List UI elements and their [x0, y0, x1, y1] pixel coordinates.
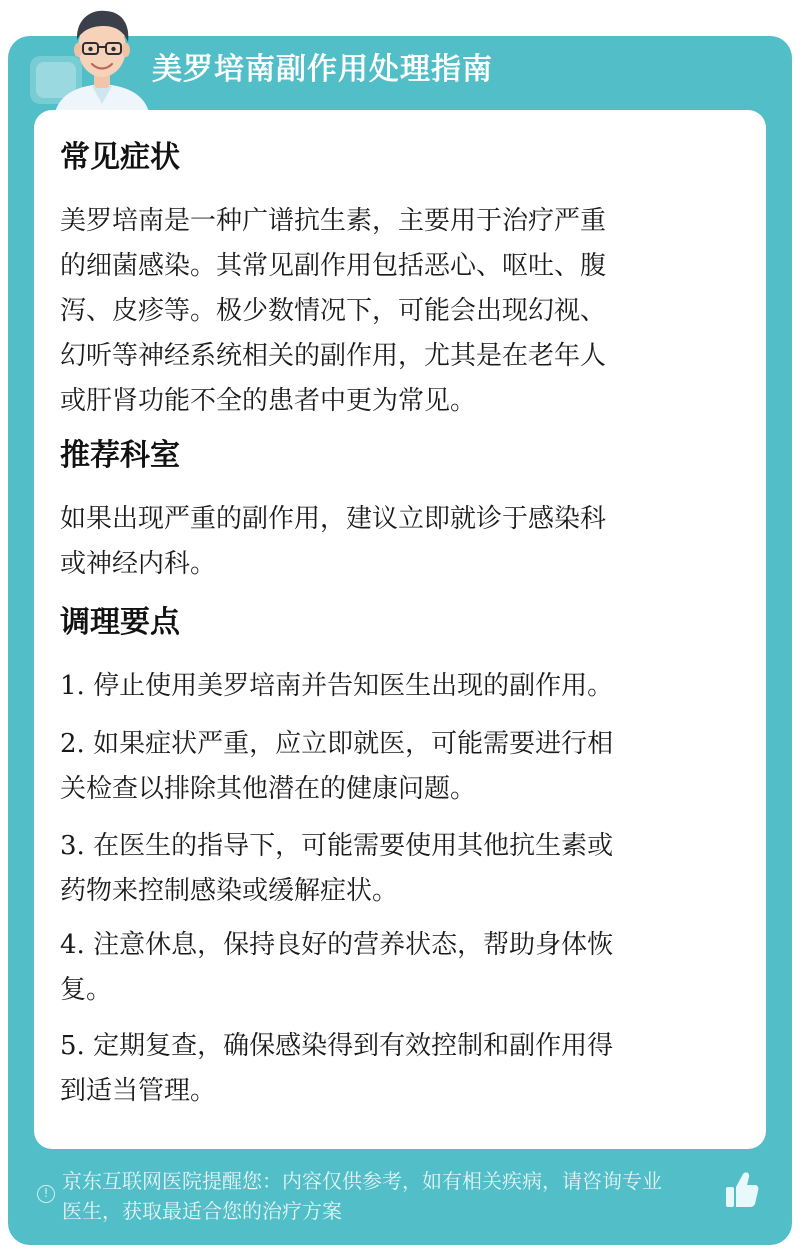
text-line	[60, 824, 728, 869]
item-number: 3.	[60, 831, 85, 861]
doctor-avatar-icon	[48, 0, 156, 116]
item-text: 定期复查，确保感染得到有效控制和副作用得	[93, 1031, 614, 1061]
info-icon: !	[37, 1185, 55, 1203]
item-text: 在医生的指导下，可能需要使用其他抗生素或	[93, 831, 614, 861]
item-text: 如果症状严重，应立即就医，可能需要进行相	[93, 729, 614, 759]
text-line	[60, 722, 728, 767]
text-line: 幻听等神经系统相关的副作用，尤其是在老年人	[60, 341, 607, 371]
department-paragraph	[60, 497, 728, 587]
disclaimer-line: 医生，获取最适合您的治疗方案	[62, 1199, 342, 1223]
text-line: 或神经内科。	[60, 549, 217, 579]
disclaimer-line: 京东互联网医院提醒您：内容仅供参考，如有相关疾病，请咨询专业	[62, 1169, 662, 1193]
page-title: 美罗培南副作用处理指南	[152, 52, 493, 87]
care-list-item	[60, 923, 728, 1013]
text-line: 到适当管理。	[60, 1076, 217, 1106]
thumbs-up-icon[interactable]	[724, 1170, 760, 1210]
text-line	[60, 923, 728, 968]
text-line	[60, 1024, 728, 1069]
content-card	[34, 110, 766, 1149]
item-text: 注意休息，保持良好的营养状态，帮助身体恢	[93, 930, 614, 960]
disclaimer-text	[62, 1166, 732, 1226]
text-line: 美罗培南是一种广谱抗生素，主要用于治疗严重	[60, 206, 607, 236]
item-number: 1.	[60, 671, 85, 701]
text-line: 如果出现严重的副作用，建议立即就诊于感染科	[60, 504, 607, 534]
text-line: 关检查以排除其他潜在的健康问题。	[60, 774, 477, 804]
symptoms-paragraph	[60, 199, 728, 424]
item-number: 5.	[60, 1031, 85, 1061]
text-line	[60, 664, 728, 709]
item-text: 停止使用美罗培南并告知医生出现的副作用。	[93, 671, 614, 701]
text-line: 泻、皮疹等。极少数情况下，可能会出现幻视、	[60, 296, 607, 326]
item-number: 4.	[60, 930, 85, 960]
item-number: 2.	[60, 729, 85, 759]
section-title-department: 推荐科室	[60, 438, 180, 473]
text-line: 或肝肾功能不全的患者中更为常见。	[60, 386, 477, 416]
section-title-symptoms: 常见症状	[60, 140, 180, 175]
text-line: 药物来控制感染或缓解症状。	[60, 876, 399, 906]
section-title-care: 调理要点	[60, 605, 180, 640]
care-list-item	[60, 722, 728, 812]
care-list-item	[60, 1024, 728, 1114]
text-line: 的细菌感染。其常见副作用包括恶心、呕吐、腹	[60, 251, 607, 281]
care-list-item	[60, 824, 728, 914]
care-list-item	[60, 664, 728, 709]
text-line: 复。	[60, 975, 113, 1005]
